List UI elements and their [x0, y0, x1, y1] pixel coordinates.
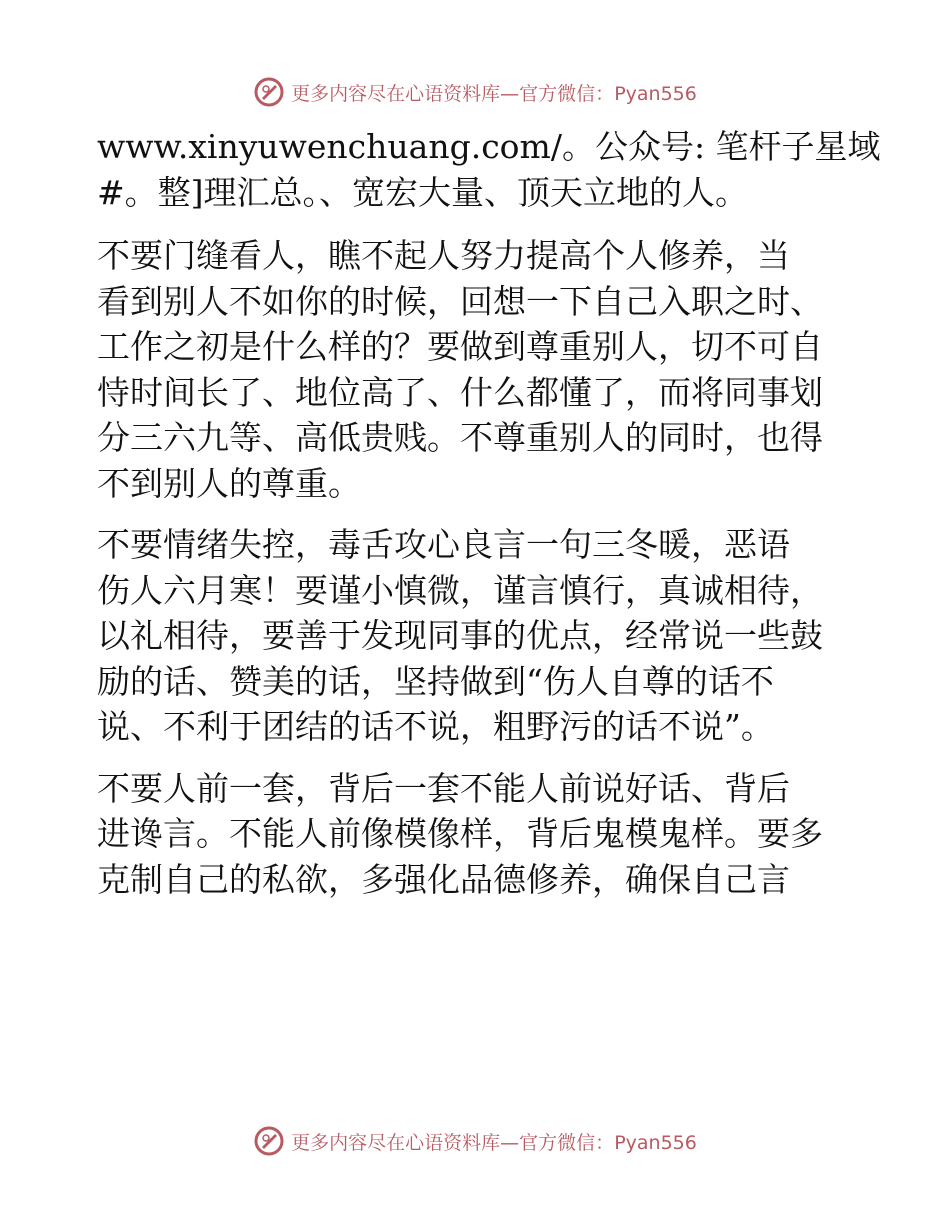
text-line: 以礼相待，要善于发现同事的优点，经常说一些鼓 [97, 616, 823, 655]
watermark-text [291, 79, 697, 106]
paragraph-1 [97, 124, 881, 215]
text-line: 分三六九等、高低贵贱。不尊重别人的同时，也得 [97, 418, 823, 457]
watermark-brand: 更多内容尽在心语资料库 [291, 82, 501, 105]
text-line: 说、不利于团结的话不说，粗野污的话不说”。 [97, 707, 774, 746]
text-line: 励的话、赞美的话，坚持做到“伤人自尊的话不 [97, 661, 774, 701]
text-line: 不到别人的尊重。 [97, 463, 361, 503]
text-line: www.xinyuwenchuang.com/。公众号: 笔杆子星域 [97, 127, 881, 166]
watermark-label: 官方微信： [519, 1131, 615, 1154]
watermark-text [291, 1128, 697, 1155]
document-body [97, 124, 881, 918]
paragraph-4 [97, 766, 857, 903]
text-line: 工作之初是什么样的？要做到尊重别人，切不可自 [97, 327, 823, 366]
footer-watermark [0, 1121, 950, 1161]
text-line: 克制自己的私欲，多强化品德修养，确保自己言 [97, 859, 790, 899]
watermark-id: Pyan556 [614, 82, 697, 105]
text-line: #。整]理汇总。、宽宏大量、顶天立地的人。 [97, 172, 749, 212]
text-line: 恃时间长了、地位高了、什么都懂了，而将同事划 [97, 372, 823, 412]
watermark-dash: — [500, 82, 520, 105]
brand-logo-icon [253, 1125, 285, 1157]
brand-logo-icon [253, 76, 285, 108]
text-line: 不要情绪失控，毒舌攻心良言一句三冬暖，恶语 [97, 525, 790, 564]
watermark-id: Pyan556 [614, 1131, 697, 1154]
text-line: 伤人六月寒！要谨小慎微，谨言慎行，真诚相待， [97, 570, 823, 610]
paragraph-3 [97, 522, 857, 750]
text-line: 不要门缝看人，瞧不起人努力提高个人修养，当 [97, 236, 790, 275]
paragraph-2 [97, 233, 857, 506]
text-line: 进谗言。不能人前像模像样，背后鬼模鬼样。要多 [97, 814, 823, 853]
text-line: 不要人前一套，背后一套不能人前说好话、背后 [97, 768, 790, 808]
header-watermark [0, 72, 950, 112]
watermark-brand: 更多内容尽在心语资料库 [291, 1131, 501, 1154]
text-line: 看到别人不如你的时候，回想一下自己入职之时、 [97, 281, 823, 321]
watermark-dash: — [500, 1131, 520, 1154]
watermark-label: 官方微信： [519, 82, 615, 105]
